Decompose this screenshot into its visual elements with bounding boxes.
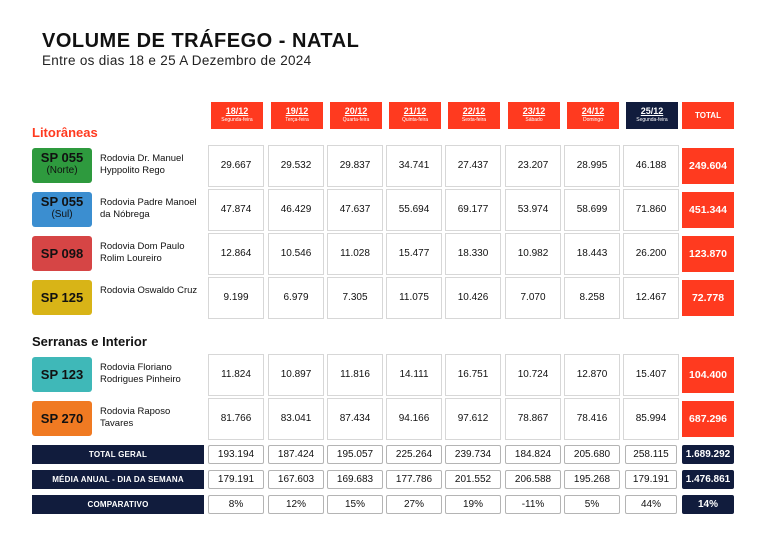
traffic-value-cell: 29.532 <box>268 145 324 187</box>
summary-value-cell: 177.786 <box>386 470 442 489</box>
row-total: 123.870 <box>682 236 734 272</box>
summary-value-cell: 201.552 <box>445 470 501 489</box>
summary-value-cell: 8% <box>208 495 264 514</box>
summary-value-cell: 27% <box>386 495 442 514</box>
traffic-value-cell: 47.874 <box>208 189 264 231</box>
traffic-value-cell: 11.028 <box>327 233 383 275</box>
traffic-value-cell: 97.612 <box>445 398 501 440</box>
traffic-value-cell: 12.864 <box>208 233 264 275</box>
traffic-value-cell: 94.166 <box>386 398 442 440</box>
summary-value-cell: 184.824 <box>505 445 561 464</box>
summary-label: COMPARATIVO <box>32 495 204 514</box>
day-header <box>508 102 560 129</box>
day-date: 21/12 <box>403 106 427 116</box>
day-weekday: Segunda-feira <box>636 117 668 123</box>
traffic-value-cell: 29.667 <box>208 145 264 187</box>
day-weekday: Domingo <box>582 117 603 123</box>
highway-code: SP 055 <box>40 150 84 165</box>
traffic-value-cell: 12.467 <box>623 277 679 319</box>
traffic-value-cell: 29.837 <box>327 145 383 187</box>
highway-name: Rodovia Padre Manoel da Nóbrega <box>100 197 197 220</box>
row-total: 451.344 <box>682 192 734 228</box>
traffic-value-cell: 6.979 <box>268 277 324 319</box>
traffic-value-cell: 10.897 <box>268 354 324 396</box>
summary-label: TOTAL GERAL <box>32 445 204 464</box>
section-title: Serranas e Interior <box>32 334 147 349</box>
traffic-value-cell: 85.994 <box>623 398 679 440</box>
traffic-value-cell: 15.477 <box>386 233 442 275</box>
total-header: TOTAL <box>682 102 734 129</box>
summary-value-cell: 179.191 <box>625 470 677 489</box>
traffic-value-cell: 10.724 <box>505 354 561 396</box>
traffic-value-cell: 7.305 <box>327 277 383 319</box>
traffic-value-cell: 23.207 <box>505 145 561 187</box>
summary-value-cell: 239.734 <box>445 445 501 464</box>
highway-badge <box>32 280 92 315</box>
day-weekday: Sexta-feira <box>461 117 487 123</box>
highway-name: Rodovia Oswaldo Cruz <box>100 285 198 296</box>
traffic-value-cell: 16.751 <box>445 354 501 396</box>
traffic-value-cell: 7.070 <box>505 277 561 319</box>
row-total: 72.778 <box>682 280 734 316</box>
summary-value-cell: 206.588 <box>505 470 561 489</box>
summary-value-cell: 187.424 <box>268 445 324 464</box>
traffic-value-cell: 11.824 <box>208 354 264 396</box>
summary-value-cell: -11% <box>505 495 561 514</box>
summary-value-cell: 5% <box>564 495 620 514</box>
traffic-value-cell: 71.860 <box>623 189 679 231</box>
traffic-value-cell: 26.200 <box>623 233 679 275</box>
row-total: 249.604 <box>682 148 734 184</box>
summary-value-cell: 195.057 <box>327 445 383 464</box>
traffic-value-cell: 28.995 <box>564 145 620 187</box>
traffic-value-cell: 83.041 <box>268 398 324 440</box>
summary-value-cell: 258.115 <box>625 445 677 464</box>
page-subtitle: Entre os dias 18 e 25 A Dezembro de 2024 <box>42 53 312 68</box>
traffic-value-cell: 14.111 <box>386 354 442 396</box>
traffic-value-cell: 53.974 <box>505 189 561 231</box>
traffic-value-cell: 78.416 <box>564 398 620 440</box>
traffic-value-cell: 27.437 <box>445 145 501 187</box>
summary-value-cell: 195.268 <box>564 470 620 489</box>
summary-value-cell: 167.603 <box>268 470 324 489</box>
highway-name: Rodovia Raposo Tavares <box>100 406 171 429</box>
summary-value-cell: 169.683 <box>327 470 383 489</box>
day-date: 22/12 <box>462 106 486 116</box>
summary-value-cell: 193.194 <box>208 445 264 464</box>
summary-total: 1.689.292 <box>682 445 734 464</box>
traffic-value-cell: 8.258 <box>564 277 620 319</box>
day-weekday: Terça-feira <box>285 117 309 123</box>
day-date: 24/12 <box>581 106 605 116</box>
summary-value-cell: 19% <box>445 495 501 514</box>
day-weekday: Sábado <box>525 117 543 123</box>
day-weekday: Segunda-feira <box>221 117 253 123</box>
day-header <box>626 102 678 129</box>
highway-name: Rodovia Dr. Manuel Hyppolito Rego <box>100 153 184 176</box>
summary-value-cell: 44% <box>625 495 677 514</box>
traffic-value-cell: 34.741 <box>386 145 442 187</box>
day-date: 25/12 <box>640 106 664 116</box>
day-header <box>211 102 263 129</box>
day-weekday: Quarta-feira <box>342 117 370 123</box>
highway-code: SP 270 <box>40 411 84 426</box>
highway-direction: (Norte) <box>46 165 78 176</box>
summary-value-cell: 225.264 <box>386 445 442 464</box>
highway-badge <box>32 401 92 436</box>
summary-value-cell: 15% <box>327 495 383 514</box>
day-weekday: Quinta-feira <box>401 117 429 123</box>
day-header <box>567 102 619 129</box>
traffic-value-cell: 81.766 <box>208 398 264 440</box>
highway-name: Rodovia Dom Paulo Rolim Loureiro <box>100 241 185 264</box>
traffic-value-cell: 46.188 <box>623 145 679 187</box>
traffic-value-cell: 9.199 <box>208 277 264 319</box>
traffic-value-cell: 10.982 <box>505 233 561 275</box>
day-date: 18/12 <box>225 106 249 116</box>
highway-direction: (Sul) <box>51 209 73 220</box>
day-header <box>448 102 500 129</box>
highway-badge <box>32 236 92 271</box>
traffic-value-cell: 87.434 <box>327 398 383 440</box>
row-total: 687.296 <box>682 401 734 437</box>
traffic-value-cell: 10.546 <box>268 233 324 275</box>
traffic-value-cell: 47.637 <box>327 189 383 231</box>
highway-code: SP 055 <box>40 194 84 209</box>
traffic-value-cell: 18.443 <box>564 233 620 275</box>
traffic-value-cell: 11.816 <box>327 354 383 396</box>
summary-value-cell: 179.191 <box>208 470 264 489</box>
page-title: VOLUME DE TRÁFEGO - NATAL <box>42 30 360 52</box>
traffic-value-cell: 18.330 <box>445 233 501 275</box>
traffic-value-cell: 78.867 <box>505 398 561 440</box>
traffic-value-cell: 15.407 <box>623 354 679 396</box>
summary-label: MÉDIA ANUAL - DIA DA SEMANA <box>32 470 204 489</box>
day-date: 20/12 <box>344 106 368 116</box>
highway-code: SP 123 <box>40 367 84 382</box>
traffic-value-cell: 46.429 <box>268 189 324 231</box>
traffic-value-cell: 58.699 <box>564 189 620 231</box>
traffic-value-cell: 12.870 <box>564 354 620 396</box>
day-date: 19/12 <box>285 106 309 116</box>
highway-code: SP 125 <box>40 290 84 305</box>
summary-value-cell: 205.680 <box>564 445 620 464</box>
highway-badge <box>32 148 92 183</box>
summary-value-cell: 12% <box>268 495 324 514</box>
highway-code: SP 098 <box>40 246 84 261</box>
day-header <box>271 102 323 129</box>
section-title: Litorâneas <box>32 125 98 140</box>
traffic-value-cell: 11.075 <box>386 277 442 319</box>
traffic-value-cell: 69.177 <box>445 189 501 231</box>
highway-badge <box>32 192 92 227</box>
summary-total: 1.476.861 <box>682 470 734 489</box>
traffic-value-cell: 10.426 <box>445 277 501 319</box>
day-date: 23/12 <box>522 106 546 116</box>
highway-badge <box>32 357 92 392</box>
day-header <box>330 102 382 129</box>
traffic-value-cell: 55.694 <box>386 189 442 231</box>
summary-total: 14% <box>682 495 734 514</box>
day-header <box>389 102 441 129</box>
row-total: 104.400 <box>682 357 734 393</box>
highway-name: Rodovia Floriano Rodrigues Pinheiro <box>100 362 181 385</box>
